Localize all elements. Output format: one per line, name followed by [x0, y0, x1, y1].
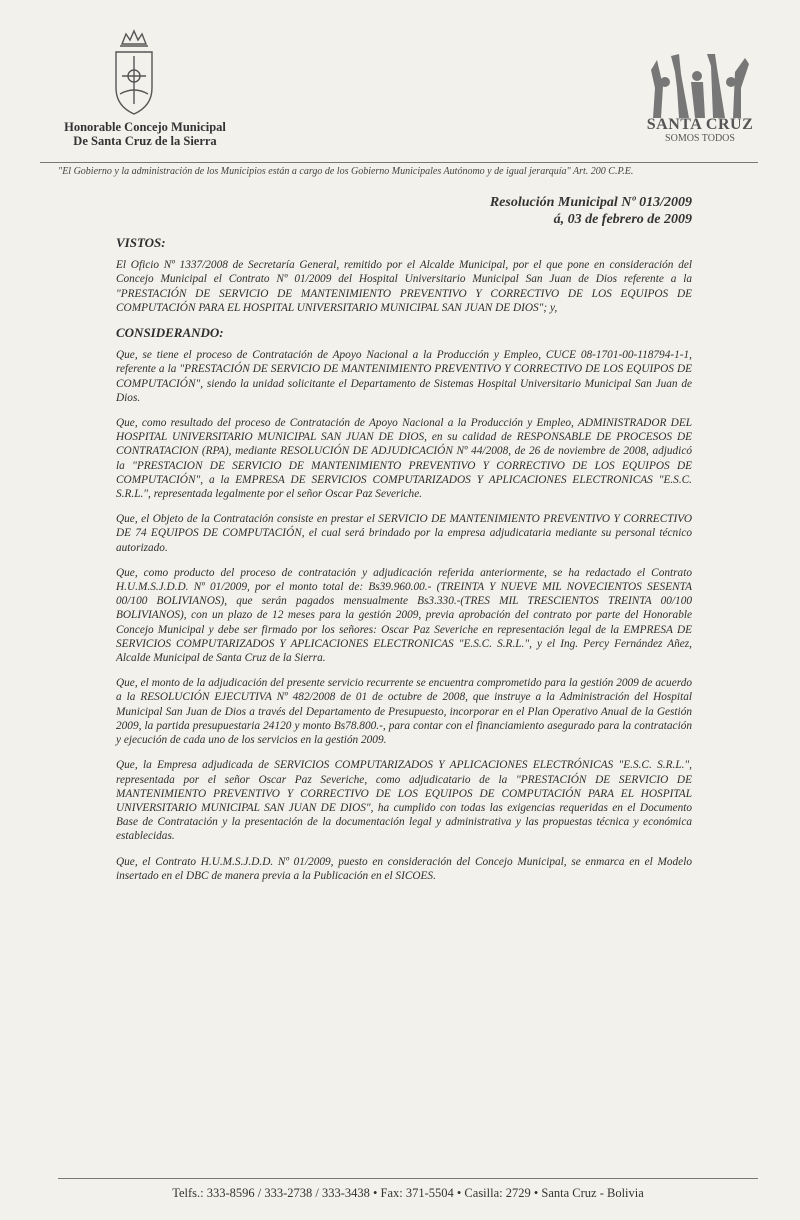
council-name-line1: Honorable Concejo Municipal [64, 120, 226, 134]
santa-cruz-logo-icon [645, 52, 755, 122]
vistos-heading: VISTOS: [116, 235, 166, 250]
considerando-paragraph-3: Que, el Objeto de la Contratación consiste en prestar el SERVICIO DE MANTENIMIENTO PREVENTIVO Y CORRECTIVO DE 74 EQUIPOS DE COMPUTACIÓN, el cual será brindado por la empresa adjudicataria mediante su personal técnico autorizado. [116, 513, 692, 554]
footer-divider [58, 1178, 758, 1179]
council-name [40, 120, 250, 148]
municipal-crest-icon [108, 28, 160, 120]
considerando-paragraph-6: Que, la Empresa adjudicada de SERVICIOS COMPUTARIZADOS Y APLICACIONES ELECTRÓNICAS "E.S.C. S.R.L.", representada por el señor Oscar Paz Severiche, como adjudicatario de la "PRESTACIÓN DE SERVICIO DE MANTENIMIENTO PREVENTIVO Y CORRECTIVO DE LOS EQUIPOS DE COMPUTACIÓN PARA EL HOSPITAL UNIVERSITARIO MUNICIPAL SAN JUAN DE DIOS", ha cumplido con todas las exigencias requeridas en el Documento Base de Contratación y la presentación de la documentación legal y administrativa y las propuestas técnica y económica establecidas. [116, 759, 692, 843]
vistos-paragraph: El Oficio Nº 1337/2008 de Secretaría General, remitido por el Alcalde Municipal, por el que pone en consideración del Concejo Municipal el Contrato Nº 01/2009 del Hospital Universitario Municipal San Juan de Dios referente a la "PRESTACIÓN DE SERVICIO DE MANTENIMIENTO PREVENTIVO Y CORRECTIVO DE LOS EQUIPOS DE COMPUTACIÓN PARA EL HOSPITAL UNIVERSITARIO MUNICIPAL SAN JUAN DE DIOS"; y, [116, 259, 692, 314]
considerando-paragraph-2: Que, como resultado del proceso de Contratación de Apoyo Nacional a la Producción y Empleo, ADMINISTRADOR DEL HOSPITAL UNIVERSITARIO MUNICIPAL SAN JUAN DE DIOS, en su calidad de RESPONSABLE DE PROCESOS DE CONTRATACION (RPA), mediante RESOLUCIÓN DE ADJUDICACIÓN Nº 44/2008, de 26 de noviembre de 2008, adjudicó la "PRESTACION DE SERVICIO DE MANTENIMIENTO PREVENTIVO Y CORRECTIVO DE LOS EQUIPOS DE COMPUTACIÓN", a la EMPRESA DE SERVICIOS COMPUTARIZADOS Y APLICACIONES ELECTRONICAS "E.S.C. S.R.L.", representada legalmente por el señor Oscar Paz Severiche. [116, 417, 692, 501]
brand-name: SANTA CRUZ [646, 116, 754, 133]
santa-cruz-brand [640, 117, 760, 145]
considerando-paragraph-7: Que, el Contrato H.U.M.S.J.D.D. Nº 01/2009, puesto en consideración del Concejo Municipal, se enmarca en el Modelo insertado en el DBC de manera previa a la Publicación en el SICOES. [116, 855, 692, 882]
council-name-line2: De Santa Cruz de la Sierra [73, 134, 217, 148]
footer-contact: Telfs.: 333-8596 / 333-2738 / 333-3438 • Fax: 371-5504 • Casilla: 2729 • Santa Cruz - Bolivia [172, 1186, 644, 1200]
resolution-date: á, 03 de febrero de 2009 [553, 212, 692, 227]
considerando-paragraph-1: Que, se tiene el proceso de Contratación de Apoyo Nacional a la Producción y Empleo, CUCE 08-1701-00-118794-1-1, referente a la "PRESTACIÓN DE SERVICIO DE MANTENIMIENTO PREVENTIVO Y CORRECTIVO DE LOS EQUIPOS DE COMPUTACIÓN", siendo la unidad solicitante el Departamento de Sistemas Hospital Universitario Municipal San Juan de Dios. [116, 349, 692, 404]
resolution-number: Resolución Municipal Nº 013/2009 [489, 195, 692, 210]
considerando-paragraph-5: Que, el monto de la adjudicación del presente servicio recurrente se encuentra comprometido para la gestión 2009 de acuerdo a la RESOLUCIÓN EJECUTIVA Nº 482/2008 de 01 de octubre de 2008, que instruye a la Administración del Hospital Municipal San Juan de Dios a través del Departamento de Presupuesto, incorporar en el Plan Operativo Anual de la Gestión 2009, la partida presupuestaria 24120 y monto Bs78.800.-, para contar con el financiamiento asegurado para la contratación y ejecución de cada uno de los servicios en la gestión 2009. [116, 677, 692, 747]
constitution-quote: "El Gobierno y la administración de los Municipios están a cargo de los Gobierno Municipales Autónomo y de igual jerarquía" Art. 200 C.P.E. [58, 166, 634, 177]
header-divider [40, 162, 758, 163]
considerando-heading: CONSIDERANDO: [116, 325, 224, 341]
resolution-body [116, 236, 692, 894]
considerando-paragraph-4: Que, como producto del proceso de contratación y adjudicación referida anteriormente, se ha redactado el Contrato H.U.M.S.J.D.D. Nº 01/2009, por el monto total de: Bs39.960.00.- (TREINTA Y NUEVE MIL NOVECIENTOS SESENTA 00/100 BOLIVIANOS), que serán pagados mensualmente Bs3.330.-(TRES MIL TRESCIENTOS TREINTA 00/100 BOLIVIANOS), con un plazo de 12 meses para la gestión 2009, previa aprobación del contrato por parte del Honorable Concejo Municipal y debe ser firmado por los señores: Oscar Paz Severiche en representación legal de la EMPRESA DE SERVICIOS COMPUTARIZADOS Y APLICACIONES ELECTRONICAS "E.S.C. S.R.L.", y el Ing. Percy Fernández Añez, Alcalde Municipal de Santa Cruz de la Sierra. [116, 566, 692, 665]
brand-tagline: SOMOS TODOS [665, 133, 735, 144]
resolution-heading [490, 194, 692, 228]
